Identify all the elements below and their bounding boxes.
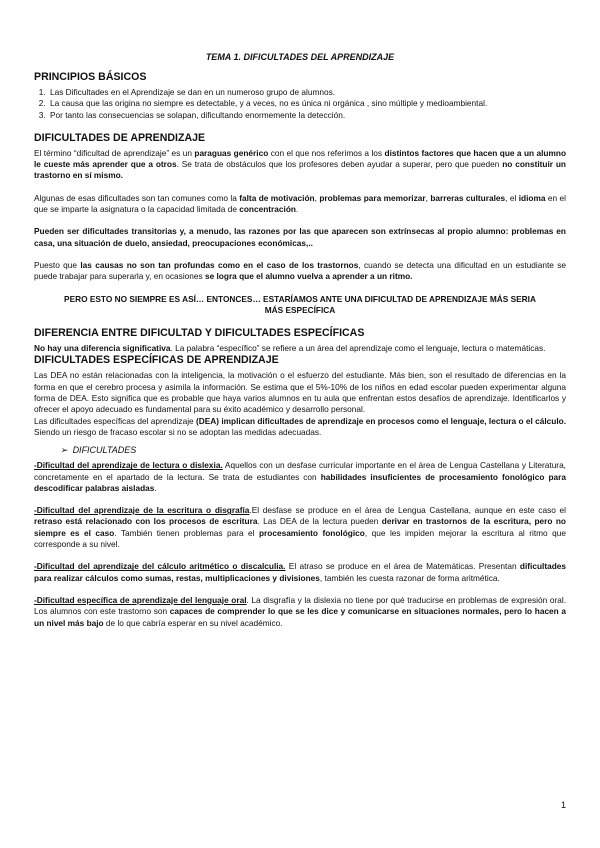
diferencia-heading: DIFERENCIA ENTRE DIFICULTAD Y DIFICULTADES ESPECÍFICAS bbox=[34, 327, 365, 340]
diferencia-paragraph: No hay una diferencia significativa. La palabra “específico” se refiere a un área del aprendizaje como el lenguaje, lectura o matemáticas. bbox=[34, 343, 546, 354]
list-item: 2. La causa que las origina no siempre es detectable, y a veces, no es única ni orgánica , sino múltiple y medioambiental. bbox=[48, 98, 566, 109]
list-item: 3. Por tanto las consecuencias se solapan, dificultando enormemente la detección. bbox=[48, 110, 566, 121]
document-title: TEMA 1. DIFICULTADES DEL APRENDIZAJE bbox=[205, 52, 395, 62]
dificultades-paragraph-4: Puesto que las causas no son tan profundas como en el caso de los trastornos, cuando se detecta una dificultad en un estudiante se puede trabajar para superarla y, en ocasiones se logra que el alumno vuelva a aprender a un ritmo. bbox=[34, 259, 566, 282]
principios-list bbox=[34, 87, 566, 121]
dificultades-paragraph-2: Algunas de esas dificultades son tan comunes como la falta de motivación, problemas para memorizar, barreras culturales, el idioma en el que se imparte la asignatura o la capacidad limitada de concentración. bbox=[34, 192, 566, 215]
principios-heading: PRINCIPIOS BÁSICOS bbox=[34, 71, 147, 83]
list-item: 1. Las Dificultades en el Aprendizaje se dan en un numeroso grupo de alumnos. bbox=[48, 87, 566, 98]
dificultades-subheading: ➢ DIFICULTADES bbox=[60, 445, 137, 456]
especificas-heading: DIFICULTADES ESPECÍFICAS DE APRENDIZAJE bbox=[34, 354, 279, 367]
document-page bbox=[34, 52, 566, 629]
lenguaje-item: -Dificultad específica de aprendizaje del lenguaje oral. La disgrafía y la dislexia no tiene por qué traducirse en problemas de expresión oral. Los alumnos con este trastorno son capaces de comprender lo que se les dice y comunicarse en situaciones normales, pero lo hacen a un nivel más bajo de lo que cabría esperar en su nivel académico. bbox=[34, 594, 566, 628]
especificas-paragraph-1: Las DEA no están relacionadas con la inteligencia, la motivación o el esfuerzo del estudiante. Más bien, son el resultado de diferencias en la forma en que el cerebro procesa y asimila la información. Se estima que el 5%-10% de los niños en edad escolar pueden experimentar alguna forma de DEA. Esto significa que es probable que haya varios alumnos en tu aula que enfrentan estos desafíos de aprendizaje. Identificarlos y ofrecer el apoyo adecuado es fundamental para su éxito académico y desarrollo personal. bbox=[34, 370, 566, 415]
calculo-item: -Dificultad del aprendizaje del cálculo aritmético o discalculia. El atraso se produce en el área de Matemáticas. Presentan dificultades para realizar cálculos como sumas, restas, multiplicaciones y divisiones, también les cuesta razonar de forma aritmética. bbox=[34, 561, 566, 583]
arrow-bullet-icon: ➢ bbox=[60, 445, 68, 456]
dificultades-heading: DIFICULTADES DE APRENDIZAJE bbox=[34, 131, 206, 144]
escritura-item: -Dificultad del aprendizaje de la escritura o disgrafía.El desfase se produce en el área de Lengua Castellana, aunque en este caso el retraso está relacionado con los procesos de escritura. Las DEA de la lectura pueden derivar en trastornos de la escritura, pero no siempre es el caso. También tienen problemas para el procesamiento fonológico, que les impiden mejorar la escritura al ritmo que corresponde a su nivel. bbox=[34, 505, 566, 550]
dificultades-paragraph-1: El término “dificultad de aprendizaje” es un paraguas genérico con el que nos referimos a los distintos factores que hacen que a un alumno le cueste más aprender que a otros. Se trata de obstáculos que los profesores deben ayudar a superar, pero que pueden no constituir un trastorno en sí mismo. bbox=[34, 147, 567, 181]
page-number: 1 bbox=[560, 800, 566, 810]
especificas-paragraph-2: Las dificultades específicas del aprendizaje (DEA) implican dificultades de aprendizaje en procesos como el lenguaje, lectura o el cálculo. Siendo un riesgo de fracaso escolar si no se adoptan las medidas adecuadas. bbox=[34, 415, 566, 437]
callout-text: PERO ESTO NO SIEMPRE ES ASÍ… ENTONCES… ESTARÍAMOS ANTE UNA DIFICULTAD DE APRENDIZAJE MÁS SERIA MÁS ESPECÍFICA bbox=[64, 293, 536, 315]
lectura-item: -Dificultad del aprendizaje de lectura o dislexia. Aquellos con un desfase curricular importante en el área de Lengua Castellana y Literatura, concretamente en el apartado de la lectura. Se trata de estudiantes con habilidades insuficientes de procesamiento fonológico para descodificar palabras aisladas. bbox=[34, 460, 566, 493]
dificultades-paragraph-3: Pueden ser dificultades transitorias y, a menudo, las razones por las que aparecen son extrínsecas al propio alumno: problemas en casa, una situación de duelo, ansiedad, preocupaciones económicas,.. bbox=[34, 226, 566, 248]
